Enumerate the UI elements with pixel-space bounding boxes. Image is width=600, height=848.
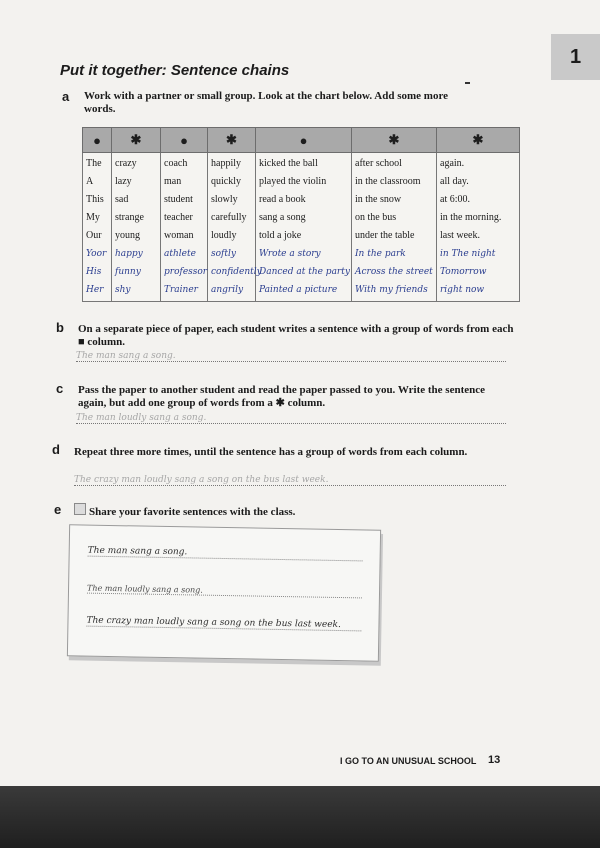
chart-column-times — [437, 153, 520, 302]
chart-word: strange — [115, 212, 144, 223]
item-letter-a: a — [62, 89, 70, 104]
chart-column-verb-phrases — [256, 153, 352, 302]
chart-word: This — [86, 194, 104, 205]
chart-word: teacher — [164, 212, 193, 223]
chart-word: on the bus — [355, 212, 397, 223]
answer-line-c[interactable]: The man loudly sang a song. — [76, 413, 506, 424]
chart-word: sad — [115, 194, 129, 205]
note-sentence-3: The crazy man loudly sang a song on the bus last week. — [86, 616, 361, 632]
chart-word: at 6:00. — [440, 194, 470, 205]
unit-number-tab: 1 — [551, 34, 600, 80]
item-letter-b: b — [56, 320, 64, 335]
note-sentence-2: The man loudly sang a song. — [87, 584, 362, 599]
handwritten-word: In the park — [355, 249, 406, 259]
handwritten-word: Wrote a story — [259, 249, 321, 259]
chart-word: student — [164, 194, 193, 205]
chart-column-adjectives — [112, 153, 161, 302]
chart-word: man — [164, 176, 182, 187]
instruction-b: On a separate piece of paper, each student writes a sentence with a group of words from each ■ column. — [78, 323, 514, 348]
star-icon: ✱ — [208, 128, 256, 153]
example-note-card — [67, 524, 381, 661]
chart-column-determiners — [83, 153, 112, 302]
handwritten-word: With my friends — [355, 285, 428, 295]
page-number: 13 — [488, 754, 501, 766]
chart-word: woman — [164, 230, 194, 241]
star-icon: ✱ — [352, 128, 437, 153]
handwritten-word: funny — [115, 267, 141, 277]
handwritten-word: Across the street — [355, 267, 433, 277]
handwritten-word: happy — [115, 249, 143, 259]
handwritten-word: Painted a picture — [259, 285, 338, 295]
item-letter-e: e — [54, 502, 62, 517]
chart-word: quickly — [211, 176, 241, 187]
chart-word: last week. — [440, 230, 480, 241]
handwritten-word: shy — [115, 285, 131, 295]
chart-word: all day. — [440, 176, 469, 187]
chart-word: young — [115, 230, 140, 241]
chart-header-row — [83, 128, 520, 153]
scan-shadow — [0, 786, 600, 848]
chart-word: in the classroom — [355, 176, 421, 187]
chart-word: in the morning. — [440, 212, 502, 223]
handwritten-word: right now — [440, 285, 485, 295]
chart-word: slowly — [211, 194, 238, 205]
chart-word: lazy — [115, 176, 132, 187]
handwritten-word: in The night — [440, 249, 496, 259]
handwritten-word: professor — [164, 267, 208, 277]
star-icon: ✱ — [437, 128, 520, 153]
chart-body-row — [83, 153, 520, 302]
handwritten-word: angrily — [211, 285, 244, 295]
answer-line-b[interactable]: The man sang a song. — [76, 351, 506, 362]
chart-word: in the snow — [355, 194, 402, 205]
chart-word: crazy — [115, 158, 137, 169]
circle-icon: ● — [256, 128, 352, 153]
speech-bubble-icon — [74, 503, 86, 515]
circle-icon: ● — [83, 128, 112, 153]
handwritten-word: His — [86, 267, 102, 277]
chart-word: The — [86, 158, 102, 169]
chart-word: carefully — [211, 212, 247, 223]
item-letter-d: d — [52, 442, 60, 457]
chart-word: Our — [86, 230, 102, 241]
stray-mark — [465, 82, 470, 84]
chart-column-places — [352, 153, 437, 302]
star-icon: ✱ — [112, 128, 161, 153]
circle-icon: ● — [161, 128, 208, 153]
handwritten-word: Tomorrow — [440, 267, 487, 277]
answer-line-d[interactable]: The crazy man loudly sang a song on the bus last week. — [74, 475, 506, 486]
sentence-chart — [82, 127, 520, 302]
instruction-e: Share your favorite sentences with the class. — [89, 506, 296, 518]
chart-word: read a book — [259, 194, 306, 205]
chart-column-nouns — [161, 153, 208, 302]
instruction-a: Work with a partner or small group. Look at the chart below. Add some more words. — [84, 90, 449, 115]
chart-word: under the table — [355, 230, 415, 241]
item-letter-c: c — [56, 381, 64, 396]
handwritten-word: softly — [211, 249, 236, 259]
handwritten-word: Yoor — [86, 249, 107, 259]
handwritten-word: Trainer — [164, 285, 198, 295]
chart-word: played the violin — [259, 176, 327, 187]
handwritten-word: athlete — [164, 249, 196, 259]
chart-word: happily — [211, 158, 241, 169]
chart-word: coach — [164, 158, 188, 169]
instruction-d: Repeat three more times, until the sentence has a group of words from each column. — [74, 446, 468, 458]
chart-word: kicked the ball — [259, 158, 318, 169]
chart-word: told a joke — [259, 230, 302, 241]
chart-column-adverbs — [208, 153, 262, 302]
note-sentence-1: The man sang a song. — [88, 546, 363, 562]
chart-word: after school — [355, 158, 402, 169]
unit-footer: I GO TO AN UNUSUAL SCHOOL — [340, 756, 477, 766]
chart-word: sang a song — [259, 212, 306, 223]
section-title: Put it together: Sentence chains — [60, 62, 290, 79]
handwritten-word: Her — [86, 285, 104, 295]
chart-word: again. — [440, 158, 465, 169]
chart-word: My — [86, 212, 100, 223]
handwritten-word: Danced at the party — [259, 267, 350, 277]
handwritten-word: confidently — [211, 267, 262, 277]
chart-word: loudly — [211, 230, 237, 241]
instruction-c: Pass the paper to another student and read the paper passed to you. Write the sentence again, but add one group of words from a ✱ column. — [78, 384, 486, 409]
chart-word: A — [86, 176, 94, 187]
